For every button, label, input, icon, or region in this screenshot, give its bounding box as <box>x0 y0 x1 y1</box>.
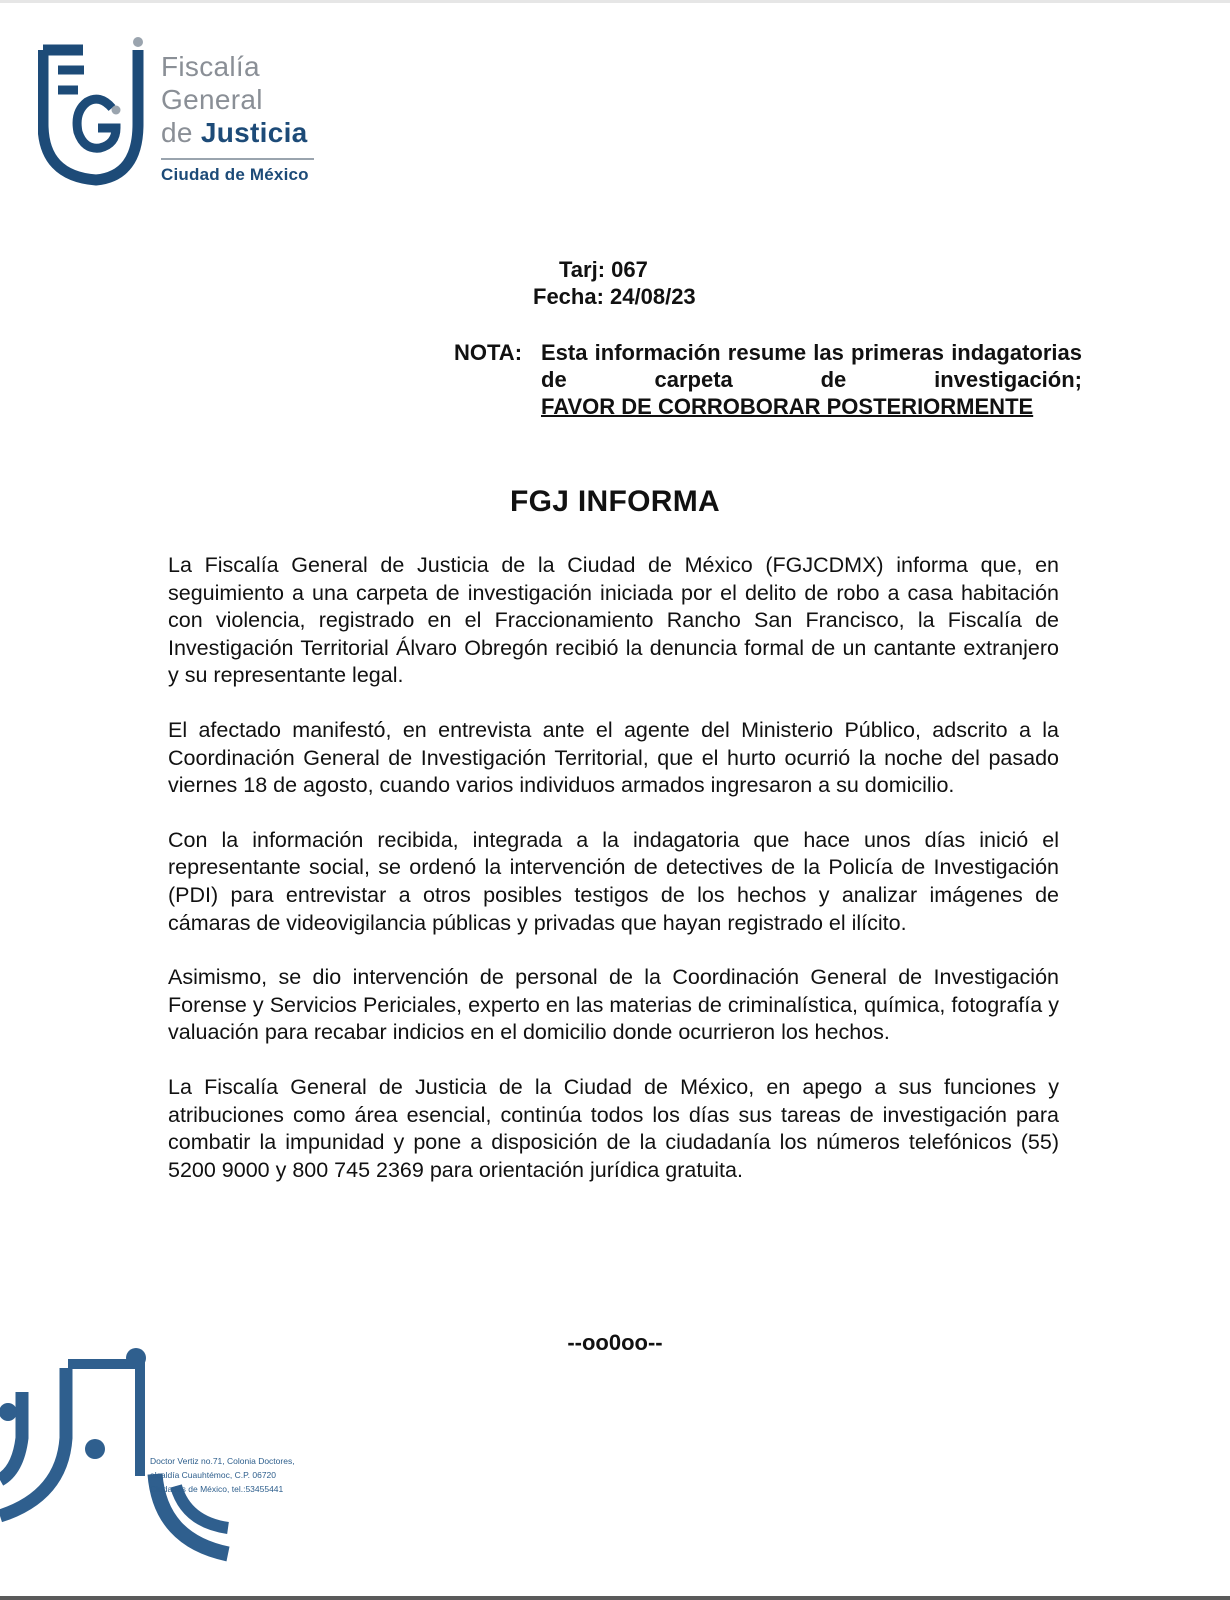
paragraph-4: Asimismo, se dio intervención de personal de la Coordinación General de Investigación Forense y Servicios Periciales, experto en las materias de criminalística, química, fotografía y valuación para recabar indicios en el domicilio donde ocurrieron los hechos. <box>168 965 1059 1045</box>
nota-block <box>454 339 1082 420</box>
bottom-border <box>0 1596 1230 1600</box>
nota-text: Esta información resume las primeras indagatorias de carpeta de investigación; <box>541 340 1082 392</box>
footer-address <box>150 1454 295 1496</box>
paragraph-1: La Fiscalía General de Justicia de la Ciudad de México (FGJCDMX) informa que, en seguimiento a una carpeta de investigación iniciada por el delito de robo a casa habitación con violencia, registrado en el Fraccionamiento Rancho San Francisco, la Fiscalía de Investigación Territorial Álvaro Obregón recibió la denuncia formal de un cantante extranjero y su representante legal. <box>168 553 1059 688</box>
logo-de: de <box>161 117 193 148</box>
logo-justicia: Justicia <box>200 117 308 148</box>
logo-line-general: General <box>161 84 263 115</box>
fgj-logo-wordmark <box>161 50 314 185</box>
press-release-body <box>168 552 1059 1211</box>
tarj-number: Tarj: 067 <box>559 257 648 282</box>
closing-mark: --oo0oo-- <box>567 1330 663 1355</box>
nota-emphasis: FAVOR DE CORROBORAR POSTERIORMENTE <box>541 394 1034 419</box>
logo-line-justicia <box>161 116 314 149</box>
logo-subtitle: Ciudad de México <box>161 165 309 184</box>
document-date: Fecha: 24/08/23 <box>533 284 696 309</box>
paragraph-2: El afectado manifestó, en entrevista ante el agente del Ministerio Público, adscrito a la Coordinación General de Investigación Territorial, que el hurto ocurrió la noche del pasado viernes 18 de agosto, cuando varios individuos armados ingresaron a su domicilio. <box>168 717 1059 798</box>
address-line-1: Doctor Vertiz no.71, Colonia Doctores, <box>150 1456 295 1466</box>
top-border <box>0 0 1230 3</box>
page-title: FGJ INFORMA <box>510 485 720 518</box>
address-line-2: alcaldía Cuauhtémoc, C.P. 06720 <box>150 1470 277 1480</box>
paragraph-5: La Fiscalía General de Justicia de la Ciudad de México, en apego a sus funciones y atribuciones como área esencial, continúa todos los días sus tareas de investigación para combatir la impunidad y pone a disposición de la ciudadanía los números telefónicos (55) 5200 9000 y 800 745 2369 para orientación jurídica gratuita. <box>168 1074 1059 1182</box>
logo-line-fiscalia: Fiscalía <box>161 51 260 82</box>
paragraph-3: Con la información recibida, integrada a la indagatoria que hace unos días inició el representante social, se ordenó la intervención de detectives de la Policía de Investigación (PDI) para entrevistar a otros posibles testigos de los hechos y analizar imágenes de cámaras de videovigilancia públicas y privadas que hayan registrado el ilícito. <box>168 827 1059 935</box>
fgj-logo-mark <box>38 36 150 191</box>
logo-divider <box>161 158 314 160</box>
nota-label: NOTA: <box>454 340 523 365</box>
address-line-3: Ciudades de México, tel.:53455441 <box>150 1484 284 1494</box>
